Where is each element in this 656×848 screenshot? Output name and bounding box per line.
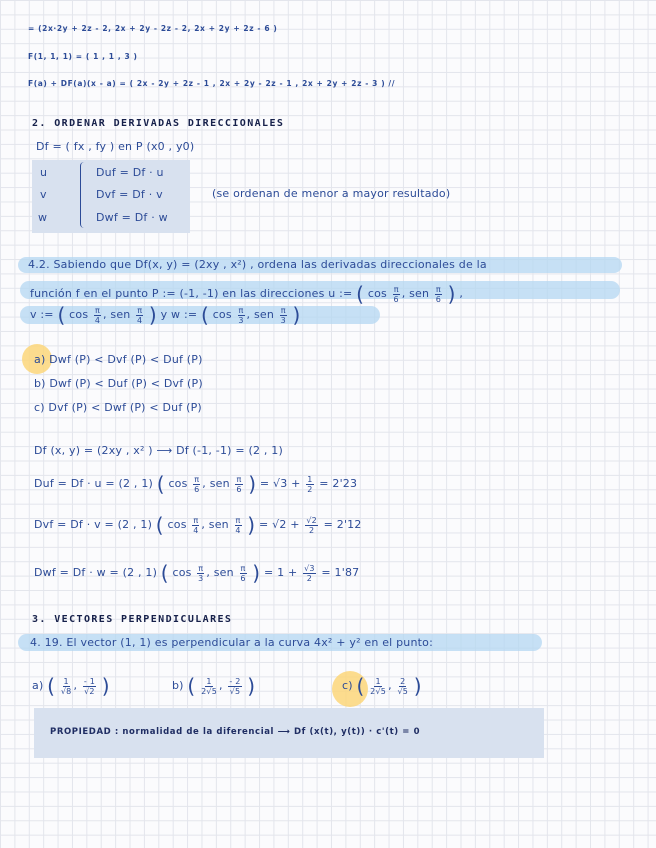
eq-line-2: F(1, 1, 1) = ( 1 , 1 , 3 ) (28, 52, 138, 61)
section-3-heading: 3. VECTORES PERPENDICULARES (32, 614, 233, 625)
option-3-b: b) ( $\frac{1}{2√5}$ , $\frac{- 2}{√5}$ ) (172, 674, 256, 698)
option-3-a: a) ( $\frac{1}{√8}$ , $\frac{- 1}{√2}$ ) (32, 674, 110, 698)
eq-line-1: = (2x·2y + 2z - 2, 2x + 2y - 2z - 2, 2x + 2y + 2z - 6 ) (28, 24, 278, 33)
property-text: PROPIEDAD : normalidad de la diferencial ⟶ Df (x(t), y(t)) · c'(t) = 0 (50, 727, 421, 737)
option-3-c: c) ( $\frac{1}{2√5}$ , $\frac{2}{√5}$ ) (342, 674, 422, 698)
option-b: b) Dwf (P) < Duf (P) < Dvf (P) (34, 377, 203, 390)
solution-dv: Dvf = Df · v = (2 , 1) ( cos $\frac{\pi}{4}$ , sen $\frac{\pi}{4}$ ) = √2 + $\frac{√2}{2}$ = 2'12 (34, 513, 362, 537)
problem-4-2-line-3: v := ( cos $\frac{\pi}{4}$ , sen $\frac{\pi}{4}$ ) y w := ( cos $\frac{\pi}{3}$ , sen $\frac{\pi}{3}$ ) (30, 303, 301, 327)
deriv-w: Dwf = Df · w (96, 211, 168, 224)
deriv-u: Duf = Df · u (96, 166, 164, 179)
option-a: a) Dwf (P) < Dvf (P) < Duf (P) (34, 353, 203, 366)
solution-gradient: Df (x, y) = (2xy , x² ) ⟶ Df (-1, -1) = (2 , 1) (34, 444, 283, 457)
problem-4-2-line-1: 4.2. Sabiendo que Df(x, y) = (2xy , x²) , ordena las derivadas direccionales de la (28, 258, 487, 271)
problem-4-19: 4. 19. El vector (1, 1) es perpendicular a la curva 4x² + y² en el punto: (30, 636, 433, 649)
vector-w: w (38, 211, 48, 224)
section-2-heading: 2. ORDENAR DERIVADAS DIRECCIONALES (32, 118, 285, 129)
eq-line-3: F(a) + DF(a)(x - a) = ( 2x - 2y + 2z - 1 , 2x + 2y - 2z - 1 , 2x + 2y + 2z - 3 ) // (28, 79, 396, 88)
problem-4-2-line-2: función f en el punto P := (-1, -1) en las direcciones u := ( cos $\frac{\pi}{6}$ , sen $\frac{\pi}{6}$ ) , (30, 282, 464, 306)
vector-v: v (40, 188, 47, 201)
vector-u: u (40, 166, 48, 179)
brace-icon (80, 162, 87, 228)
deriv-v: Dvf = Df · v (96, 188, 163, 201)
solution-du: Duf = Df · u = (2 , 1) ( cos $\frac{\pi}{6}$ , sen $\frac{\pi}{6}$ ) = √3 + $\frac{1}{2}$ = 2'23 (34, 472, 358, 496)
option-c: c) Dvf (P) < Dwf (P) < Duf (P) (34, 401, 202, 414)
solution-dw: Dwf = Df · w = (2 , 1) ( cos $\frac{\pi}{3}$ , sen $\frac{\pi}{6}$ ) = 1 + $\frac{√3}{2}$ = 1'87 (34, 561, 360, 585)
order-note: (se ordenan de menor a mayor resultado) (212, 187, 451, 200)
gradient-definition: Df = ( fx , fy ) en P (x0 , y0) (36, 140, 195, 153)
